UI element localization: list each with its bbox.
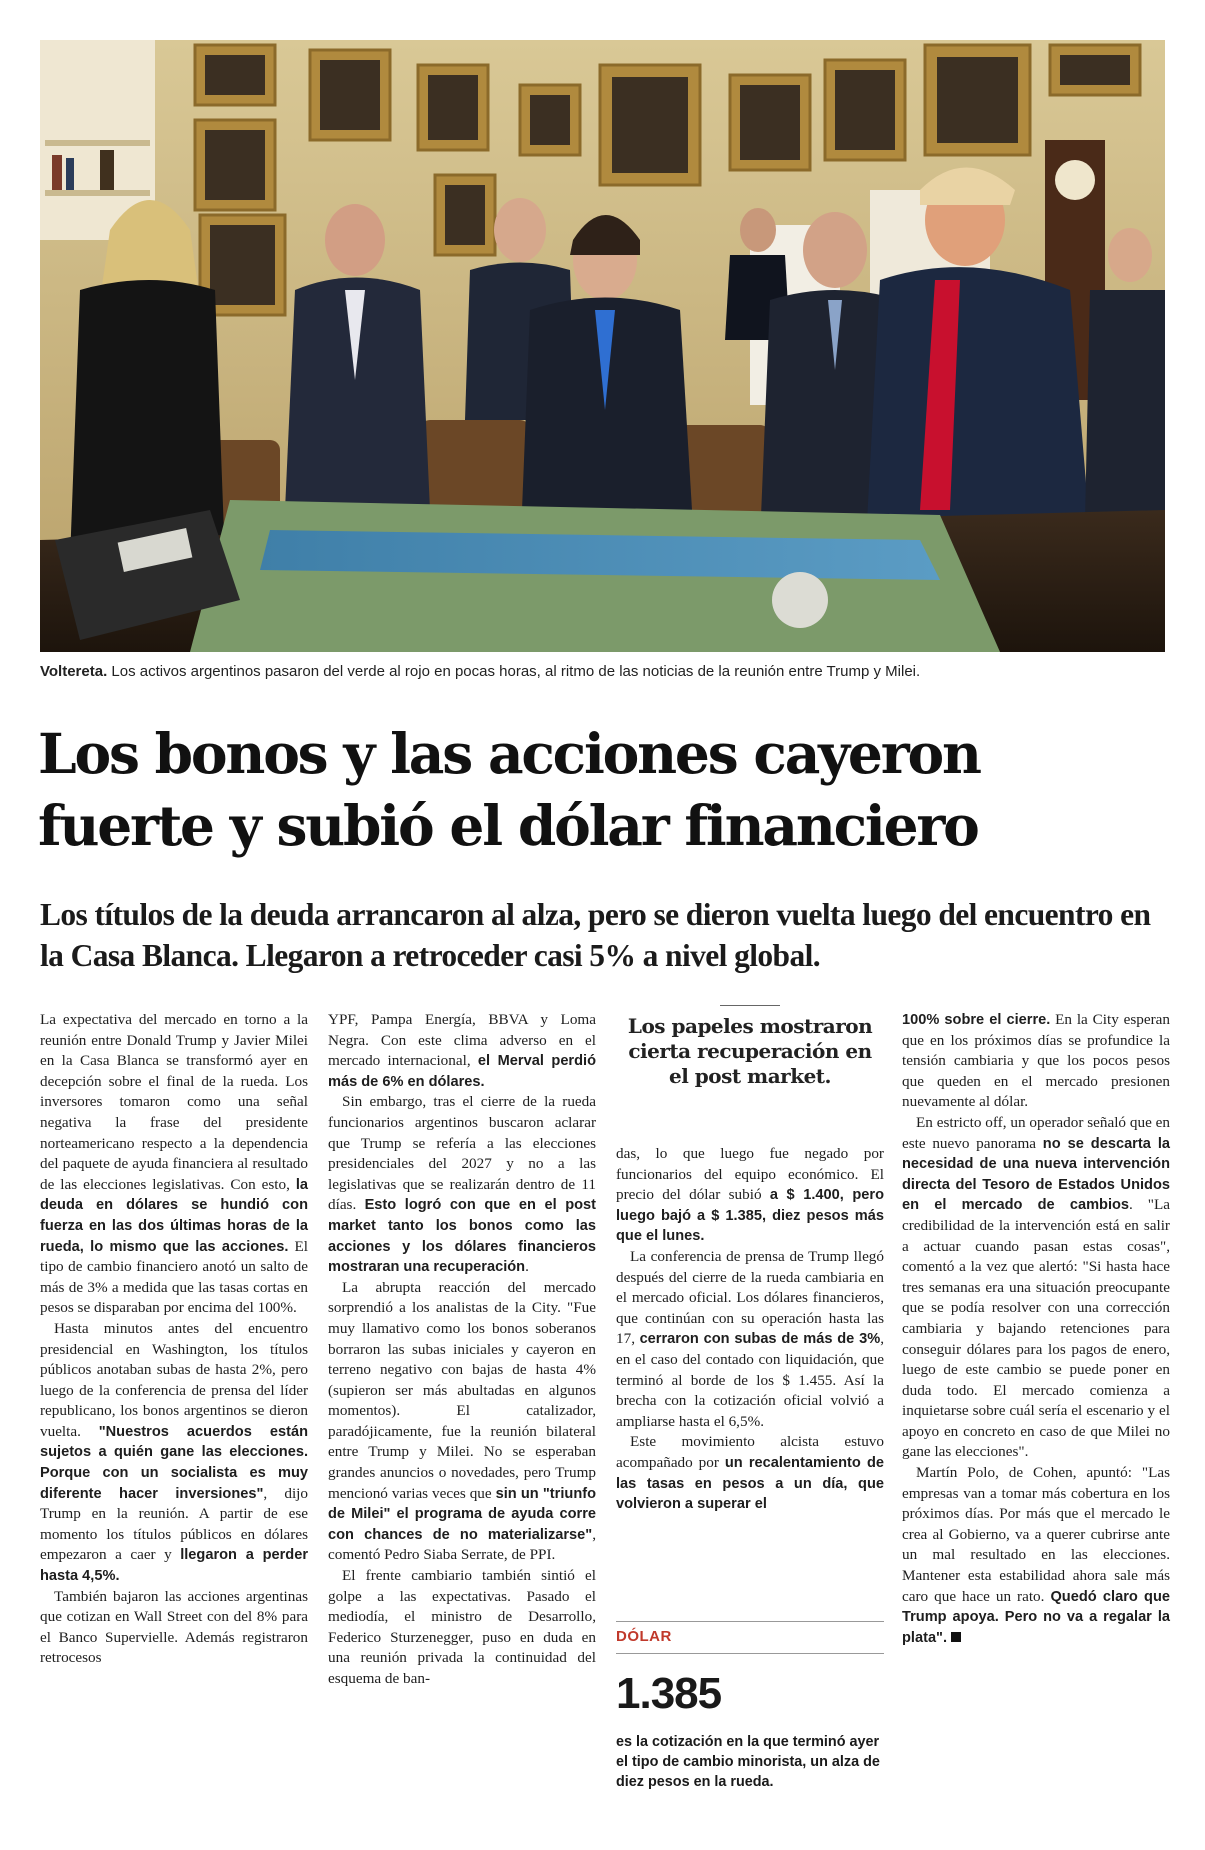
oval-office-photo-illustration: [40, 40, 1165, 652]
text-run: Este movimiento alcista estuvo acompañado por: [616, 1433, 884, 1471]
bold-run: la deuda en dólares se hundió con fuerza en las dos últimas horas de la rueda, lo mismo que las acciones.: [40, 1176, 308, 1255]
text-run: . "La credibilidad de la intervención está en salir a actuar cuando pasan estas cosas", comentó a la vez que alertó: "Si hasta hace tres semanas era una situación preocupante que se podía resolver con una corrección cambiaria y bajando retenciones para conseguir dólares para los pagos de enero, luego de este cambio se puede poner en duda todo. El mercado comienza a inquietarse sobre cuál sería el escenario y el apoyo en concreto en caso de que Milei no gane las elecciones".: [902, 1196, 1170, 1461]
paragraph: [616, 1432, 884, 1514]
dollar-note: es la cotización en la que terminó ayer el tipo de cambio minorista, un alza de diez pesos en la rueda.: [616, 1734, 880, 1790]
text-run: La conferencia de prensa de Trump llegó después del cierre de la rueda cambiaria en el mercado oficial. Los dólares financieros, que continúan con su operación hasta las 17,: [616, 1247, 884, 1348]
paragraph: También bajaron las acciones argentinas que cotizan en Wall Street con del 8% para el Banco Supervielle. Además registraron retrocesos: [40, 1587, 308, 1667]
paragraph: [40, 1319, 308, 1587]
caption-lead: Voltereta.: [40, 663, 108, 680]
paragraph: [328, 1092, 596, 1277]
bold-run: llegaron a perder hasta 4,5%.: [40, 1547, 308, 1585]
dollar-label: DÓLAR: [616, 1621, 884, 1645]
headline: Los bonos y las acciones cayeron fuerte y subió el dólar financiero: [38, 721, 980, 858]
bold-run: sin un "triunfo de Milei" el programa de ayuda corre con chances de no materializarse": [328, 1485, 597, 1543]
news-photo: [40, 40, 1165, 652]
paragraph: [328, 1010, 596, 1092]
text-run: .: [525, 1258, 529, 1276]
bold-run: un recalentamiento de las tasas en pesos a un día, que volvieron a superar el: [616, 1454, 884, 1513]
paragraph: [902, 1113, 1170, 1463]
text-run: , dijo Trump en la reunión. A partir de ese momento los títulos públicos en dólares empezaron a caer y: [40, 1484, 308, 1564]
paragraph: [40, 1010, 308, 1319]
text-run: Hasta minutos antes del encuentro presidencial en Washington, los títulos públicos anotaban subas de hasta 2%, pero luego de la conferencia de prensa del líder republicano, los bonos argentinos se dieron vuelta.: [40, 1319, 308, 1440]
paragraph: [616, 1144, 884, 1247]
bold-run: no se descarta la necesidad de una nueva intervención directa del Tesoro de Estados Unidos en el mercado de cambios: [902, 1135, 1170, 1214]
text-run: Sin embargo, tras el cierre de la rueda funcionarios argentinos buscaron aclarar que Trump se refería a las elecciones presidenciales del 2027 y no a las legislativas que se realizarán dentro de 11 días.: [328, 1093, 596, 1214]
text-run: En estricto off, un operador señaló que en este nuevo panorama: [902, 1113, 1170, 1152]
dollar-value: 1.385: [616, 1669, 722, 1718]
text-run: das, lo que luego fue negado por funcionarios del equipo económico. El precio del dólar subió: [616, 1145, 884, 1204]
article-column-1: [40, 1010, 308, 1669]
text-run: , en el caso del contado con liquidación, que terminó al borde de los $ 1.455. Así la brecha con la cotización oficial volvió a ampliarse hasta el 6,5%.: [616, 1330, 885, 1430]
bold-run: a $ 1.400, pero luego bajó a $ 1.385, diez pesos más que el lunes.: [616, 1187, 884, 1245]
pull-quote: [616, 1005, 884, 1089]
paragraph: El frente cambiario también sintió el golpe a las expectativas. Pasado el mediodía, el ministro de Desarrollo, Federico Sturzenegger, puso en duda en una reunión privada la continuidad del esquema de ban-: [328, 1567, 596, 1687]
text-run: La expectativa del mercado en torno a la reunión entre Donald Trump y Javier Milei en la Casa Blanca se transformó ayer en decepción sobre el final de la rueda. Los inversores tomaron como una señal negativa la frase del presidente norteamericano respecto a la dependencia del paquete de ayuda financiera al resultado de las elecciones legislativas. Con esto,: [40, 1011, 308, 1193]
pull-quote-rule: [720, 1005, 780, 1006]
pull-quote-text: Los papeles mostraron cierta recuperación en el post market.: [627, 1014, 873, 1088]
dollar-fact-box: [616, 1621, 884, 1792]
bold-run: "Nuestros acuerdos están sujetos a quién gane las elecciones. Porque con un socialista es muy diferente hacer inversiones": [40, 1423, 308, 1502]
bold-run: Esto logró con que en el post market tanto los bonos como las acciones y los dólares financieros mostraran una recuperación: [328, 1197, 596, 1276]
paragraph: [902, 1463, 1170, 1648]
caption-text: Los activos argentinos pasaron del verde al rojo en pocas horas, al ritmo de las noticias de la reunión entre Trump y Milei.: [107, 663, 921, 680]
article-column-2: [328, 1010, 596, 1690]
bold-run: el Merval perdió más de 6% en dólares.: [328, 1053, 596, 1090]
bold-run: 100% sobre el cierre.: [902, 1012, 1051, 1028]
text-run: En la City esperan que en los próximos días se profundice la tensión cambiaria y que los pocos pesos que queden en el mercado presionen nuevamente al dólar.: [902, 1011, 1170, 1111]
bold-run: Quedó claro que Trump apoya. Pero no va a regalar la plata".: [902, 1588, 1170, 1646]
divider: [616, 1653, 884, 1654]
paragraph: [328, 1278, 596, 1566]
text-run: El tipo de cambio financiero anotó un salto de más de 3% a medida que las tasas cortas en pesos se disparaban por encima del 100%.: [40, 1237, 308, 1317]
text-run: , comentó Pedro Siaba Serrate, de PPI.: [328, 1525, 596, 1564]
bold-run: cerraron con subas de más de 3%: [639, 1331, 881, 1348]
text-run: Martín Polo, de Cohen, apuntó: "Las empresas van a tomar más cobertura en los próximos días. Por más que el mercado le crea al Gobierno, va a querer cubrirse ante un mal resultado en las elecciones. Mantener esta estabilidad ahora sale más caro que hace un rato.: [902, 1464, 1170, 1605]
subheadline: Los títulos de la deuda arrancaron al alza, pero se dieron vuelta luego del encuentro en la Casa Blanca. Llegaron a retroceder casi 5% a nivel global.: [40, 897, 1151, 973]
column-3-flow: [616, 1144, 884, 1515]
text-run: La abrupta reacción del mercado sorprendió a los analistas de la City. "Fue muy llamativo como los bonos soberanos borraron las subas iniciales y cayeron en terreno negativo con bajas de hasta 4% (supieron ser más abultadas en algunos momentos). El catalizador, paradójicamente, fue la reunión bilateral entre Trump y Milei. No se esperaban grandes anuncios o novedades, pero Trump mencionó varias veces que: [328, 1278, 596, 1502]
photo-caption: [40, 662, 1165, 682]
paragraph: [616, 1247, 884, 1432]
paragraph: [902, 1010, 1170, 1113]
end-of-article-mark: [951, 1632, 961, 1642]
text-run: YPF, Pampa Energía, BBVA y Loma Negra. Con este clima adverso en el mercado internacional,: [328, 1011, 596, 1070]
article-column-4: [902, 1010, 1170, 1648]
